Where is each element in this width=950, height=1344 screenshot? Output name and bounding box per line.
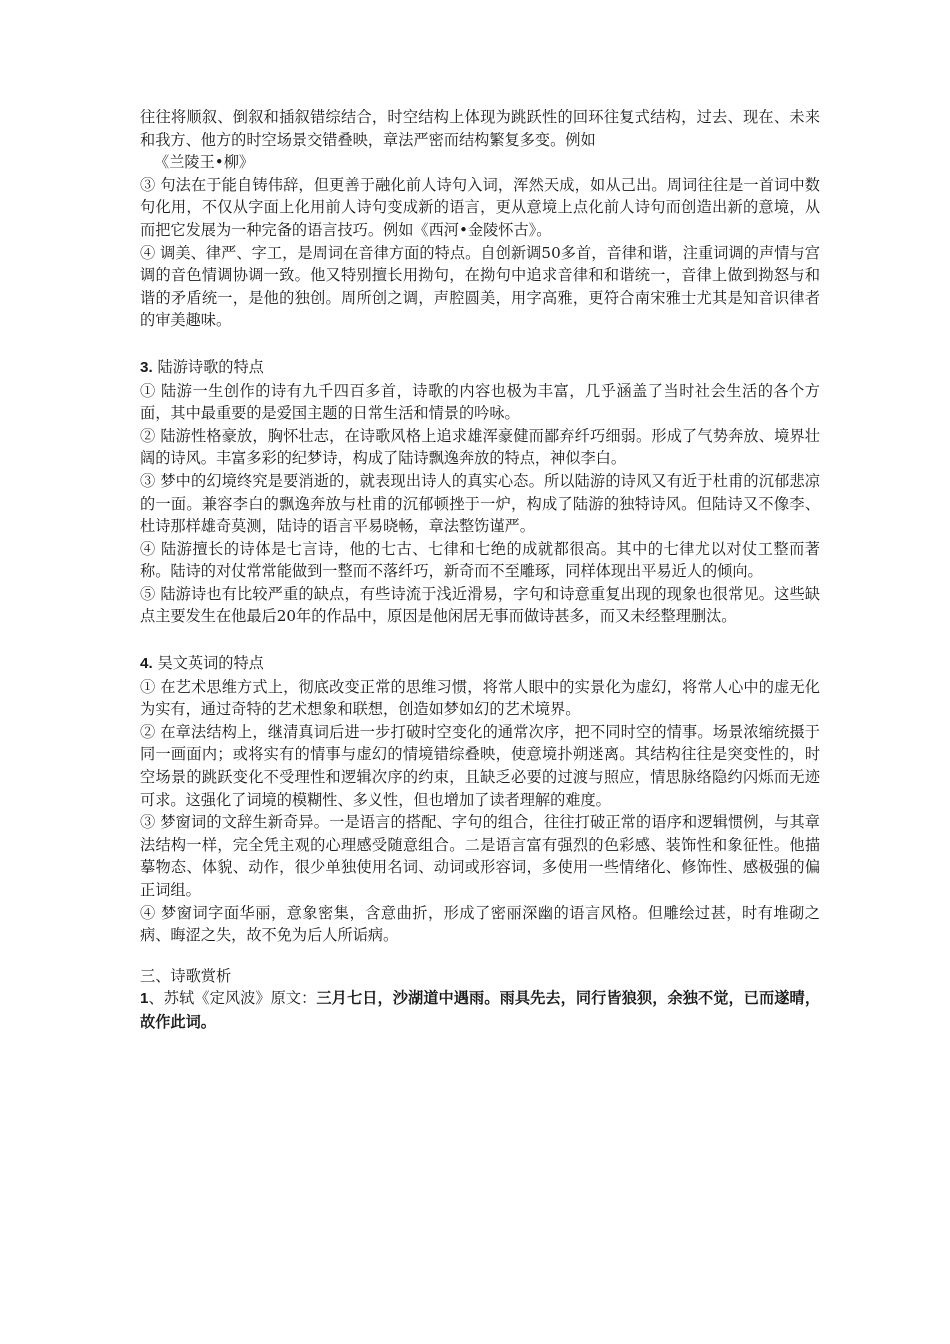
section-3-item: ⑤ 陆游诗也有比较严重的缺点，有些诗流于浅近滑易，字句和诗意重复出现的现象也很常见。这些缺点主要发生在他最后20年的作品中，原因是他闲居无事而做诗甚多，而又未经整理删汰。 — [140, 584, 820, 626]
section-3-item: ③ 梦中的幻境终究是要消逝的，就表现出诗人的真实心态。所以陆游的诗风又有近于杜甫的沉郁悲凉的一面。兼容李白的飘逸奔放与杜甫的沉郁顿挫于一炉，构成了陆游的独特诗风。但陆诗又不像李、杜诗那样雄奇莫测，陆诗的语言平易晓畅，章法整饬谨严。 — [140, 471, 820, 536]
section-3-heading — [140, 356, 820, 380]
spacer — [140, 332, 820, 356]
section-3-item: ① 陆游一生创作的诗有九千四百多首，诗歌的内容也极为丰富，几乎涵盖了当时社会生活的各个方面，其中最重要的是爱国主题的日常生活和情景的吟咏。 — [140, 381, 820, 423]
section-3-item: ② 陆游性格豪放，胸怀壮志，在诗歌风格上追求雄浑豪健而鄙弃纤巧细弱。形成了气势奔放、境界壮阔的诗风。丰富多彩的纪梦诗，构成了陆诗飘逸奔放的特点，神似李白。 — [140, 426, 820, 468]
spacer — [140, 628, 820, 652]
example-title: 《兰陵王•柳》 — [154, 153, 255, 172]
poem-intro — [140, 987, 820, 1033]
section-4-number: 4. — [140, 655, 153, 673]
poem-preface-text: 三月七日，沙湖道中遇雨。雨具先去，同行皆狼狈，余独不觉，已而遂晴，故作此词。 — [140, 989, 821, 1031]
section-3-number: 3. — [140, 358, 153, 376]
paragraph-rhythm: ④ 调美、律严、字工，是周词在音律方面的特点。自创新调50多首，音律和谐，注重词调的声情与宫调的音色情调协调一致。他又特别擅长用拗句，在拗句中追求音律和和谐统一，音律上做到拗怒与和谐的矛盾统一，是他的独创。周所创之调，声腔圆美，用字高雅，更符合南宋雅士尤其是知音识律者的审美趣味。 — [140, 243, 820, 330]
section-3-item: ④ 陆游擅长的诗体是七言诗，他的七古、七律和七绝的成就都很高。其中的七律尤以对仗工整而著称。陆诗的对仗常常能做到一整而不落纤巧，新奇而不至雕琢，同样体现出平易近人的倾向。 — [140, 539, 820, 581]
paragraph-syntax: ③ 句法在于能自铸伟辞，但更善于融化前人诗句入词，浑然天成，如从己出。周词往往是一首词中数句化用，不仅从字面上化用前人诗句变成新的语言，更从意境上点化前人诗句而创造出新的意境，从而把它发展为一种完备的语言技巧。例如《西河•金陵怀古》。 — [140, 175, 820, 239]
section-4-title: 吴文英词的特点 — [157, 654, 264, 673]
section-4-heading — [140, 652, 820, 676]
section-3-title: 陆游诗歌的特点 — [157, 357, 264, 376]
part-three-heading: 三、诗歌赏析 — [140, 966, 232, 985]
poem-number: 1 — [140, 990, 149, 1008]
poem-prefix: 、苏轼《定风波》原文： — [148, 989, 317, 1008]
paragraph-intro: 往往将顺叙、倒叙和插叙错综结合，时空结构上体现为跳跃性的回环往复式结构，过去、现在、未来和我方、他方的时空场景交错叠映，章法严密而结构繁复多变。例如 — [140, 108, 820, 149]
section-4-item: ② 在章法结构上，继清真词后进一步打破时空变化的通常次序，把不同时空的情事。场景浓缩统摄于同一画面内；或将实有的情事与虚幻的情境错综叠映，使意境扑朔迷离。其结构往往是突变性的，时空场景的跳跃变化不受理性和逻辑次序的约束，且缺乏必要的过渡与照应，情思脉络隐约闪烁而无迹可求。这强化了词境的模糊性、多义性，但也增加了读者理解的难度。 — [140, 722, 820, 809]
section-4-item: ③ 梦窗词的文辞生新奇异。一是语言的搭配、字句的组合，往往打破正常的语序和逻辑惯例，与其章法结构一样，完全凭主观的心理感受随意组合。二是语言富有强烈的色彩感、装饰性和象征性。他描摹物态、体貌、动作，很少单独使用名词、动词或形容词，多使用一些情绪化、修饰性、感极强的偏正词组。 — [140, 813, 820, 899]
spacer — [140, 947, 820, 965]
section-4-item: ① 在艺术思维方式上，彻底改变正常的思维习惯，将常人眼中的实景化为虚幻，将常人心中的虚无化为实有，通过奇特的艺术想象和联想，创造如梦如幻的艺术境界。 — [140, 677, 820, 719]
section-4-item: ④ 梦窗词字面华丽，意象密集，含意曲折，形成了密丽深幽的语言风格。但雕绘过甚，时有堆砌之病、晦涩之失，故不免为后人所诟病。 — [140, 903, 820, 945]
document-page — [140, 106, 820, 1034]
